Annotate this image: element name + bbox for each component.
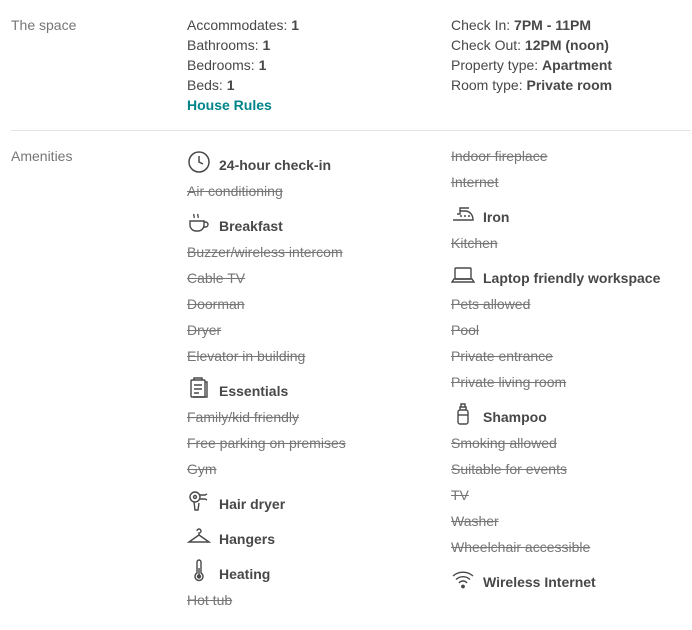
beds-key: Beds: <box>187 77 223 93</box>
amenity-private-entrance: Private entrance <box>451 348 553 364</box>
check-in-key: Check In: <box>451 17 511 33</box>
bedrooms-value: 1 <box>258 57 267 73</box>
section-divider <box>11 130 691 131</box>
amenity-wireless-internet: Wireless Internet <box>483 574 596 590</box>
amenity-air-conditioning: Air conditioning <box>187 183 283 199</box>
amenities-label: Amenities <box>11 148 73 164</box>
amenity-free-parking: Free parking on premises <box>187 435 346 451</box>
amenity-cable-tv: Cable TV <box>187 270 246 286</box>
amenity-24-hour-check-in: 24-hour check-in <box>219 157 332 173</box>
amenity-indoor-fireplace: Indoor fireplace <box>451 148 548 164</box>
iron-icon <box>451 202 475 226</box>
house-rules-link[interactable]: House Rules <box>187 97 272 113</box>
room-type-value: Private room <box>526 77 613 93</box>
check-out-row <box>451 35 609 55</box>
hair-dryer-icon <box>187 489 211 513</box>
amenity-kitchen: Kitchen <box>451 235 498 251</box>
amenity-dryer: Dryer <box>187 322 222 338</box>
amenity-iron: Iron <box>483 209 510 225</box>
hanger-icon <box>187 524 211 548</box>
amenity-washer: Washer <box>451 513 499 529</box>
accommodates-value: 1 <box>291 17 300 33</box>
check-in-row <box>451 15 591 35</box>
property-type-row <box>451 55 612 75</box>
amenity-family-friendly: Family/kid friendly <box>187 409 300 425</box>
accommodates-row <box>187 15 299 35</box>
amenity-laptop-workspace: Laptop friendly workspace <box>483 270 661 286</box>
amenity-pets-allowed: Pets allowed <box>451 296 531 312</box>
amenity-internet: Internet <box>451 174 499 190</box>
amenity-shampoo: Shampoo <box>483 409 547 425</box>
beds-row <box>187 75 235 95</box>
laptop-icon <box>451 263 475 287</box>
bedrooms-key: Bedrooms: <box>187 57 255 73</box>
shampoo-icon <box>451 402 475 426</box>
check-out-value: 12PM (noon) <box>524 37 609 53</box>
beds-value: 1 <box>226 77 235 93</box>
bedrooms-row <box>187 55 266 75</box>
amenity-wheelchair: Wheelchair accessible <box>451 539 591 555</box>
amenity-pool: Pool <box>451 322 480 338</box>
thermometer-icon <box>187 559 211 583</box>
property-type-value: Apartment <box>542 57 613 73</box>
amenity-essentials: Essentials <box>219 383 289 399</box>
essentials-icon <box>187 376 211 400</box>
amenity-gym: Gym <box>187 461 217 477</box>
amenity-suitable-events: Suitable for events <box>451 461 567 477</box>
clock-icon <box>187 150 211 174</box>
bathrooms-key: Bathrooms: <box>187 37 259 53</box>
property-type-key: Property type: <box>451 57 539 73</box>
bathrooms-value: 1 <box>262 37 271 53</box>
coffee-cup-icon <box>187 211 211 235</box>
check-in-value: 7PM - 11PM <box>514 17 592 33</box>
wifi-icon <box>451 567 475 591</box>
amenity-hot-tub: Hot tub <box>187 592 233 608</box>
room-type-row <box>451 75 612 95</box>
amenity-elevator: Elevator in building <box>187 348 306 364</box>
bathrooms-row <box>187 35 270 55</box>
amenity-doorman: Doorman <box>187 296 245 312</box>
amenity-tv: TV <box>451 487 469 503</box>
check-out-key: Check Out: <box>451 37 522 53</box>
room-type-key: Room type: <box>451 77 523 93</box>
amenity-hangers: Hangers <box>219 531 276 547</box>
amenity-smoking-allowed: Smoking allowed <box>451 435 557 451</box>
the-space-label: The space <box>11 17 77 33</box>
amenity-buzzer-intercom: Buzzer/wireless intercom <box>187 244 343 260</box>
amenity-breakfast: Breakfast <box>219 218 283 234</box>
amenity-private-living-room: Private living room <box>451 374 567 390</box>
amenity-hair-dryer: Hair dryer <box>219 496 286 512</box>
accommodates-key: Accommodates: <box>187 17 288 33</box>
amenity-heating: Heating <box>219 566 271 582</box>
